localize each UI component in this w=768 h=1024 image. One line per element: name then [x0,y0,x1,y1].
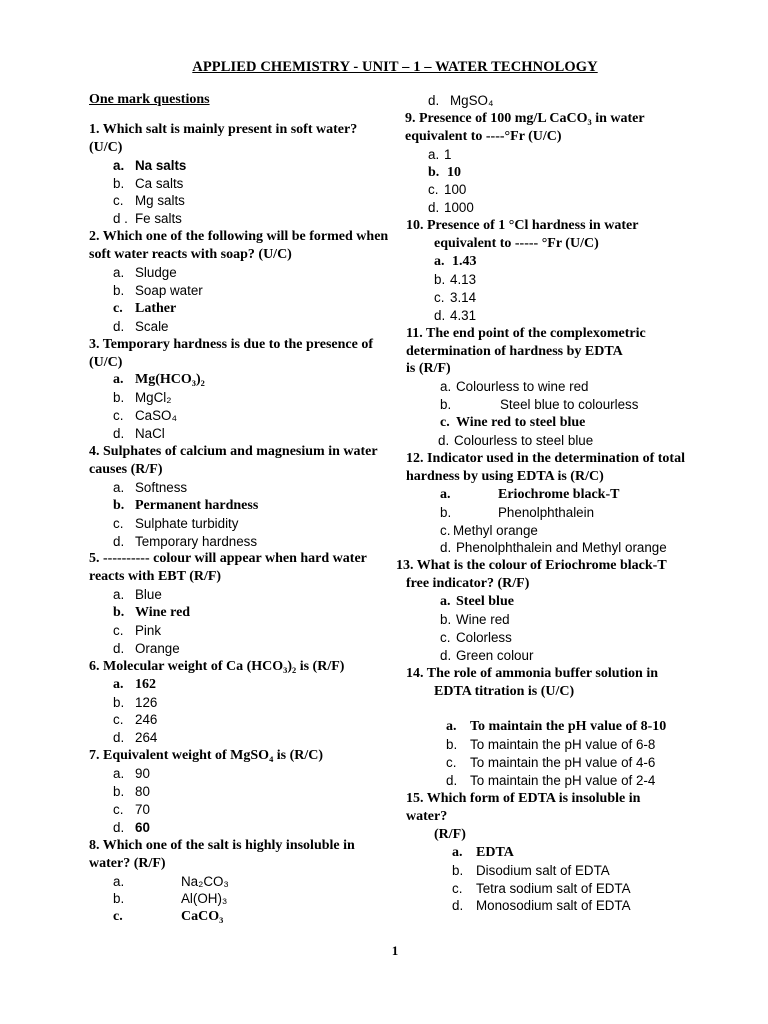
option-2d: d. Scale [113,318,169,334]
option-11c: c. Wine red to steel blue [440,415,586,431]
option-15c: c. Tetra sodium salt of EDTA [452,880,631,896]
option-10b: b. 4.13 [434,271,477,287]
option-3a: a. Mg(HCO₃)₂ [113,372,205,388]
option-1c: c. Mg salts [113,193,185,209]
option-7b: b. 80 [113,784,150,800]
page-title: APPLIED CHEMISTRY - UNIT – 1 – WATER TECHNOLOGY [192,59,598,75]
question-3: 3. Temporary hardness is due to the presence of (U/C) [89,336,374,370]
question-2: 2. Which one of the following will be formed when soft water reacts with soap? (U/C) [89,229,389,263]
option-5d: d. Orange [113,640,180,656]
option-15b: b. Disodium salt of EDTA [452,862,610,878]
option-11a: a. Colourless to wine red [440,379,589,395]
option-12d: d. Phenolphthalein and Methyl orange [440,540,667,556]
option-12c: c. Methyl orange [440,522,538,538]
option-1d: d . Fe salts [113,211,182,227]
question-10-cont: equivalent to ----- °Fr (U/C) [434,236,599,252]
question-6: 6. Molecular weight of Ca (HCO₃)₂ is (R/F) [89,658,345,674]
question-10: 10. Presence of 1 °Cl hardness in water [406,218,639,234]
question-15: 15. Which form of EDTA is insoluble in water? [406,791,641,824]
question-15-cont: (R/F) [434,826,466,842]
question-8: 8. Which one of the salt is highly insoluble in water? (R/F) [89,837,355,871]
option-7a: a. 90 [113,766,150,782]
option-3d: d. NaCl [113,426,165,442]
option-13b: b. Wine red [440,612,510,627]
option-8d: d. MgSO₄ [428,93,494,108]
option-14b: b. To maintain the pH value of 6-8 [446,737,656,753]
option-2b: b. Soap water [113,282,203,298]
question-7: 7. Equivalent weight of MgSO₄ is (R/C) [89,748,324,764]
question-13-cont: free indicator? (R/F) [406,576,530,592]
page-number: 1 [391,943,399,958]
option-10c: c. 3.14 [434,289,477,305]
option-9c: c. 100 [428,182,467,198]
option-11b: b. Steel blue to colourless [440,397,639,413]
option-8c: c. CaCO₃ [113,909,224,925]
question-1: 1. Which salt is mainly present in soft water? (U/C) [89,121,358,155]
option-4b: b. Permanent hardness [113,497,259,513]
option-4d: d. Temporary hardness [113,533,258,549]
question-13: 13. What is the colour of Eriochrome black-T [396,558,667,574]
option-5b: b. Wine red [113,605,191,621]
option-6d: d. 264 [113,730,158,746]
option-15d: d. Monosodium salt of EDTA [452,898,631,914]
option-2c: c. Lather [113,300,177,316]
option-6a: a. 162 [113,676,156,692]
option-1b: b. Ca salts [113,175,184,191]
option-13a: a. Steel blue [440,594,514,610]
option-5a: a. Blue [113,587,162,603]
option-15a: a. EDTA [452,844,514,860]
option-3c: c. CaSO₄ [113,408,177,424]
option-11d: d. Colourless to steel blue [438,433,594,449]
left-column [89,91,389,926]
option-6c: c. 246 [113,712,158,728]
right-column [396,92,706,915]
option-9d: d. 1000 [428,200,474,216]
section-heading: One mark questions [89,92,210,107]
option-2a: a. Sludge [113,265,177,281]
question-14: 14. The role of ammonia buffer solution in [406,665,659,681]
option-14c: c. To maintain the pH value of 4-6 [446,755,656,771]
question-14-cont: EDTA titration is (U/C) [434,683,575,699]
option-10d: d. 4.31 [434,307,477,323]
option-12a: a. Eriochrome black-T [440,486,620,502]
option-4c: c. Sulphate turbidity [113,515,239,531]
option-8a: a. Na₂CO₃ [113,873,229,889]
option-9a: a. 1 [428,146,452,162]
option-7c: c. 70 [113,801,150,817]
option-5c: c. Pink [113,622,162,638]
option-6b: b. 126 [113,694,158,710]
option-14a: a. To maintain the pH value of 8-10 [446,719,667,735]
option-7d: d. 60 [113,819,150,835]
option-13d: d. Green colour [440,647,534,663]
option-14d: d. To maintain the pH value of 2-4 [446,773,656,789]
question-9: 9. Presence of 100 mg/L CaCO₃ in water equivalent to ----°Fr (U/C) [405,110,645,144]
question-11: 11. The end point of the complexometric determination of hardness by EDTA [406,325,646,359]
option-13c: c. Colorless [440,629,512,645]
option-1a: a. Na salts [113,157,187,173]
option-9b: b. 10 [428,164,461,180]
option-12b: b. Phenolphthalein [440,504,595,520]
option-8b: b. Al(OH)₃ [113,891,228,907]
question-5: 5. ---------- colour will appear when hard water reacts with EBT (R/F) [89,551,367,585]
spacer [406,700,706,718]
question-4: 4. Sulphates of calcium and magnesium in water causes (R/F) [89,444,378,477]
question-12: 12. Indicator used in the determination of total hardness by using EDTA is (R/C) [406,450,685,484]
option-4a: a. Softness [113,479,188,495]
option-3b: b. MgCl₂ [113,390,172,406]
option-10a: a. 1.43 [434,254,477,270]
question-11-cont: is (R/F) [406,361,451,377]
